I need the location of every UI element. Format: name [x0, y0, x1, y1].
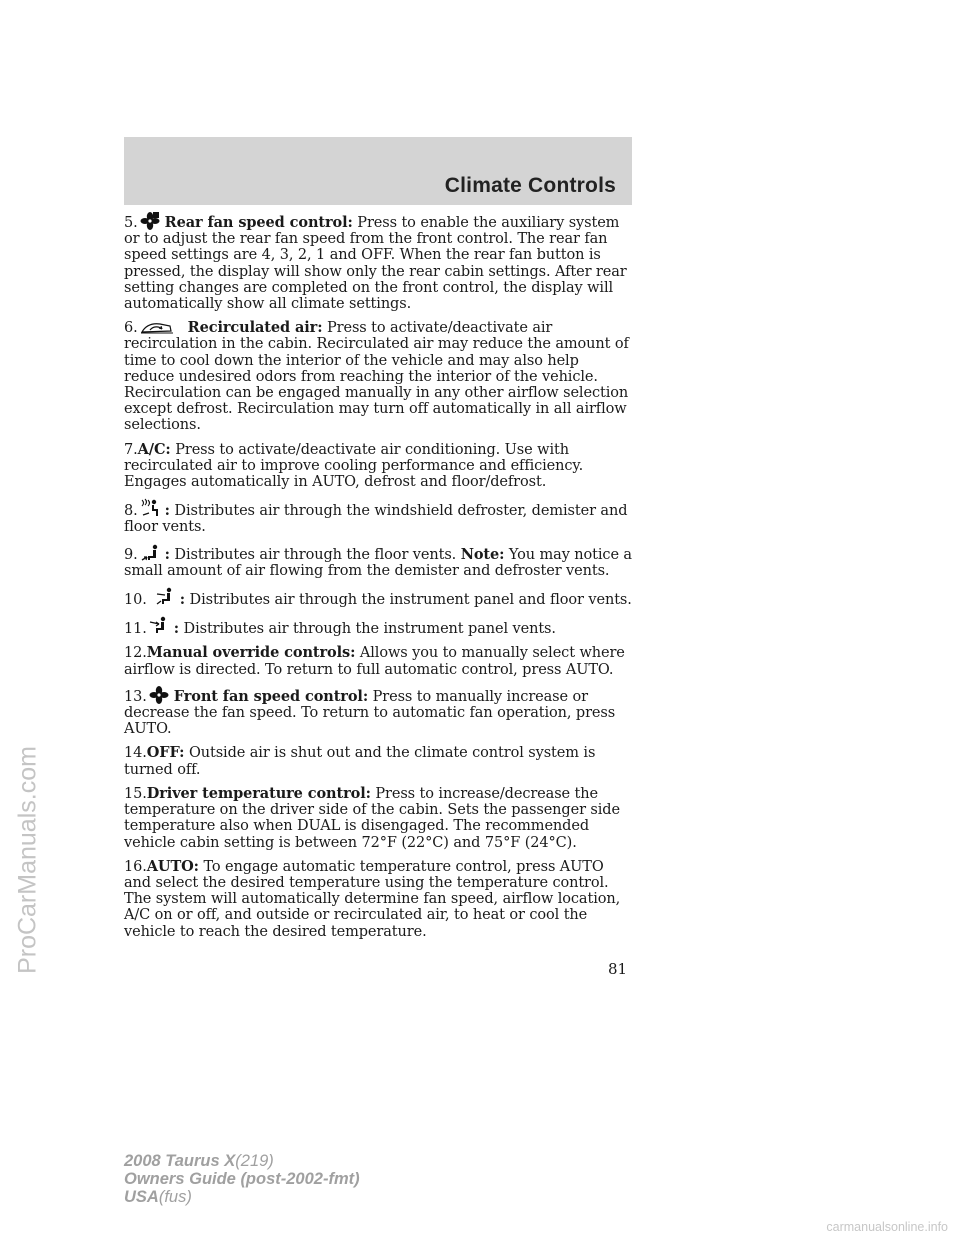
- front-fan-icon: [149, 686, 169, 704]
- panel-icon: [149, 616, 169, 636]
- item-text: Distributes air through the windshield defroster, demister and floor vents.: [124, 503, 628, 536]
- footer-model: 2008 Taurus X: [124, 1152, 236, 1170]
- footer-market-code: (fus): [158, 1188, 192, 1206]
- item-term: :: [164, 502, 170, 520]
- list-item: [124, 442, 632, 491]
- footer-model-code: (219): [235, 1152, 274, 1170]
- floor-icon: [140, 544, 160, 562]
- item-text: Allows you to manually select where airflow is directed. To return to full automatic control, press AUTO.: [124, 645, 625, 678]
- item-number: 5.: [124, 215, 138, 231]
- item-number: 11.: [124, 621, 147, 638]
- list-item: [124, 859, 632, 940]
- watermark: [8, 520, 48, 1200]
- list-item: [124, 212, 632, 312]
- note-label: Note:: [460, 545, 505, 563]
- item-number: 8.: [124, 503, 138, 520]
- item-number: 13.: [124, 688, 147, 705]
- item-text: Press to enable the auxiliary system or to adjust the rear fan speed from the front control. The rear fan speed settings are 4, 3, 2, 1 and OFF. When the rear fan button is pressed, the display will show only the rear cabin settings. After rear setting changes are completed on the front control, the display will automatically show all climate settings.: [124, 215, 627, 313]
- item-term: OFF:: [146, 744, 185, 762]
- item-number: 12.: [124, 645, 147, 662]
- item-term: Rear fan speed control:: [164, 214, 353, 231]
- panel-floor-icon: [155, 587, 175, 607]
- watermark-text: ProCarManuals.com: [13, 746, 42, 974]
- footer-line-model: [124, 1152, 360, 1170]
- list-item: [124, 645, 632, 677]
- item-text: To engage automatic temperature control, press AUTO and select the desired temperature using the temperature control. The system will automatically determine fan speed, airflow location, A/C on or off, and outside or recirculated air, to heat or cool the vehicle to reach the desired temperature.: [124, 858, 621, 940]
- footer-guide: Owners Guide (post-2002-fmt): [124, 1170, 360, 1188]
- item-term: :: [179, 591, 186, 609]
- item-term: Front fan speed control:: [173, 687, 369, 705]
- list-item: [124, 498, 632, 535]
- item-text: Outside air is shut out and the climate control system is turned off.: [124, 745, 596, 778]
- item-number: 16.: [124, 858, 147, 875]
- item-text: Distributes air through the instrument panel and floor vents.: [189, 592, 632, 609]
- item-term: AUTO:: [146, 857, 199, 875]
- item-text: Press to increase/decrease the temperature on the driver side of the cabin. Sets the passenger side temperature also when DUAL is disengaged. The recommended vehicle cabin setting is between 72°F (22°C) and 75°F (24°C).: [124, 785, 620, 851]
- footer-line-guide: [124, 1170, 360, 1188]
- footer-market: USA: [124, 1188, 159, 1206]
- floor-defrost-icon: [140, 498, 160, 518]
- list-item: [124, 320, 632, 433]
- item-number: 7.: [124, 441, 138, 458]
- recirculated-air-icon: [140, 321, 174, 335]
- item-text: Distributes air through the floor vents.: [174, 546, 457, 563]
- item-text: Press to activate/deactivate air recirculation in the cabin. Recirculated air may reduce the amount of time to cool down the interior of the vehicle and may also help reduce undesired odors from reaching the interior of the vehicle. Recirculation can be engaged manually in any other airflow selection except defrost. Recirculation may turn off automatically in all airflow selections.: [124, 320, 629, 434]
- item-term: A/C:: [137, 440, 171, 458]
- item-term: :: [173, 620, 180, 638]
- item-text: Press to activate/deactivate air conditioning. Use with recirculated air to improve cooling performance and efficiency. Engages automatically in AUTO, defrost and floor/defrost.: [124, 441, 584, 491]
- item-number: 14.: [124, 745, 147, 762]
- item-term: Driver temperature control:: [146, 784, 371, 802]
- item-term: Manual override controls:: [146, 644, 356, 662]
- section-title: Climate Controls: [444, 174, 616, 197]
- list-item: [124, 544, 632, 579]
- list-item: [124, 587, 632, 608]
- item-number: 10.: [124, 592, 147, 609]
- item-term: :: [164, 545, 170, 563]
- item-number: 6.: [124, 320, 138, 337]
- item-term: Recirculated air:: [187, 319, 323, 337]
- item-text: Distributes air through the instrument panel vents.: [183, 621, 556, 638]
- manual-content: [124, 212, 632, 948]
- footer: [124, 1152, 360, 1206]
- rear-fan-icon: [140, 212, 160, 230]
- site-link[interactable]: carmanualsonline.info: [826, 1220, 948, 1234]
- list-item: [124, 686, 632, 738]
- item-text: Press to manually increase or decrease the fan speed. To return to automatic fan operation, press AUTO.: [124, 688, 616, 738]
- section-header-band: [124, 137, 632, 205]
- list-item: [124, 745, 632, 777]
- list-item: [124, 786, 632, 851]
- item-number: 9.: [124, 546, 138, 563]
- page-number: 81: [608, 960, 628, 978]
- note-text: You may notice a small amount of air flowing from the demister and defroster vents.: [124, 546, 632, 579]
- list-item: [124, 616, 632, 637]
- item-number: 15.: [124, 785, 147, 802]
- footer-line-market: [124, 1188, 360, 1206]
